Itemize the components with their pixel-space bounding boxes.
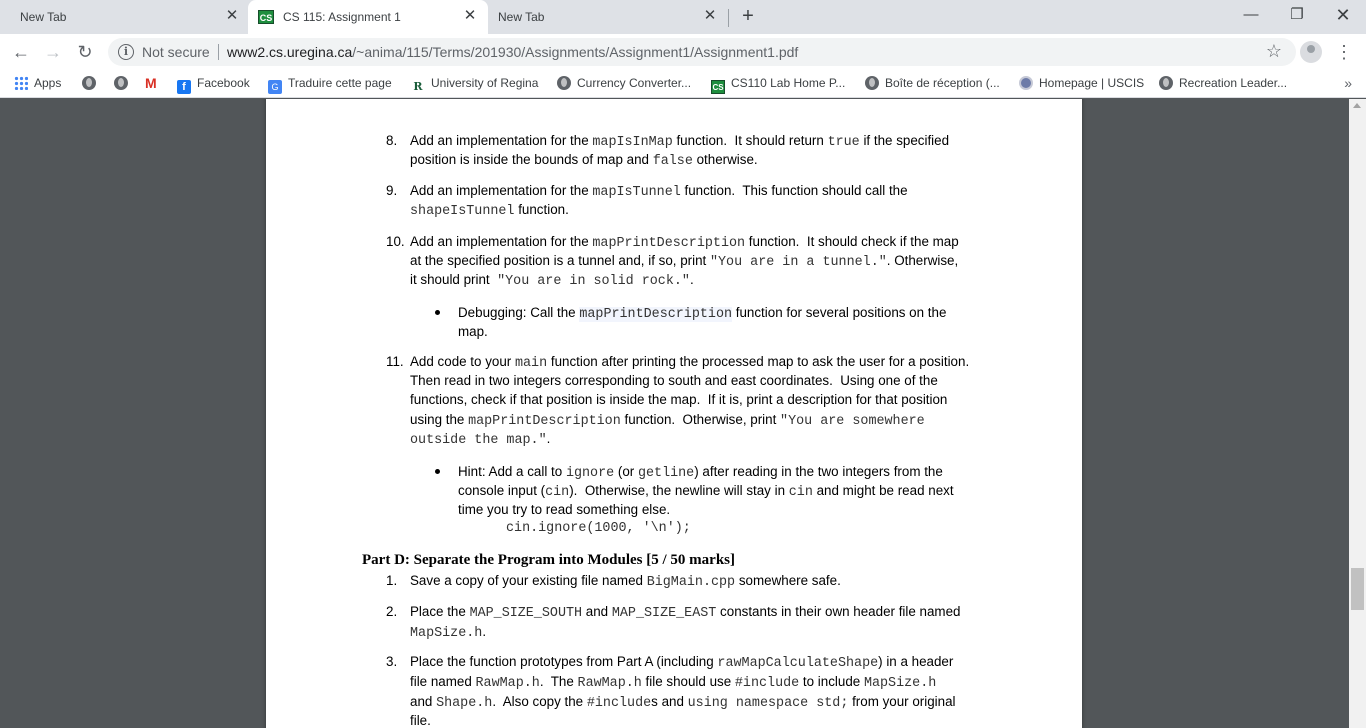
code-text: mapPrintDescription <box>592 236 746 251</box>
text: somewhere safe. <box>735 573 841 588</box>
code-text: MapSize.h <box>410 626 483 641</box>
code-text: "You are in a tunnel." <box>709 255 887 270</box>
tab-strip <box>0 0 1366 34</box>
code-text: MapSize.h <box>863 676 937 691</box>
code-text: getline <box>637 466 695 481</box>
bookmark-translate[interactable] <box>268 76 392 92</box>
bookmark-apps[interactable] <box>14 76 61 92</box>
list-number: 1. <box>386 573 398 588</box>
cs-favicon-icon: CS <box>258 10 274 24</box>
globe-icon <box>82 76 96 90</box>
text: file named <box>410 674 476 689</box>
list-number: 11. <box>386 354 404 369</box>
item11-line3: functions, check if that position is inside the map. If it is, print a description for that position <box>410 392 948 407</box>
kebab-menu-icon[interactable]: ⋮ <box>1335 42 1353 62</box>
text: Place the function prototypes from Part A (including <box>410 654 718 669</box>
item11-line5 <box>410 430 550 450</box>
list-number: 2. <box>386 604 398 619</box>
close-icon[interactable]: ✕ <box>463 7 477 24</box>
text: constants in their own header file named <box>716 604 961 619</box>
code-text: true <box>827 135 860 150</box>
browser-toolbar <box>0 34 1366 70</box>
code-text: cin <box>788 485 813 500</box>
text: Add an implementation for the <box>410 183 593 198</box>
bookmark-inbox[interactable] <box>865 76 1000 92</box>
text: Save a copy of your existing file named <box>410 573 647 588</box>
item11-bullet-line3: time you try to read something else. <box>458 502 671 517</box>
bookmark-gmail[interactable] <box>145 75 157 91</box>
code-text: using namespace std; <box>687 696 849 711</box>
text: . <box>482 624 487 639</box>
gmail-icon: M <box>145 75 157 91</box>
partD-item2-line2 <box>410 623 486 643</box>
close-icon[interactable]: ✕ <box>225 7 239 24</box>
code-text: "You are somewhere <box>780 414 925 429</box>
text: Add an implementation for the <box>410 133 593 148</box>
text: function for several positions on the <box>732 305 947 320</box>
text: and might be read next <box>812 483 954 498</box>
partD-item3-line2 <box>410 673 936 693</box>
text: function. It should return <box>672 133 828 148</box>
new-tab-plus-icon[interactable]: + <box>742 5 754 27</box>
omnibox-divider <box>218 44 219 60</box>
bookmark-recreation[interactable] <box>1159 76 1287 92</box>
text: s and <box>651 694 688 709</box>
code-text: mapIsTunnel <box>592 185 681 200</box>
scrollbar-thumb[interactable] <box>1351 568 1364 610</box>
code-text: BigMain.cpp <box>646 575 736 590</box>
reload-icon[interactable]: ↻ <box>77 42 93 62</box>
bookmarks-bar <box>0 70 1366 98</box>
uregina-icon: R <box>413 80 423 93</box>
vertical-scrollbar[interactable] <box>1349 99 1366 728</box>
text: . Also copy the <box>492 694 587 709</box>
bookmark-uregina[interactable] <box>411 76 538 92</box>
code-text: mapIsInMap <box>592 135 673 150</box>
bookmark-label: Facebook <box>197 76 250 90</box>
text: function after printing the processed map to ask the user for a position. <box>547 354 970 369</box>
text: Place the <box>410 604 470 619</box>
bullet-icon <box>435 469 440 474</box>
code-text: shapeIsTunnel <box>410 204 515 219</box>
url-text[interactable] <box>227 44 798 60</box>
code-text: main <box>514 356 548 371</box>
tab-new-tab-2[interactable] <box>488 0 728 34</box>
info-icon[interactable]: i <box>118 44 134 60</box>
text: at the specified position is a tunnel and, if so, print <box>410 253 710 268</box>
pdf-viewer <box>0 99 1366 728</box>
item10-line1 <box>410 233 959 253</box>
address-bar[interactable] <box>108 38 1296 66</box>
globe-icon <box>557 76 571 90</box>
partD-item3-line4: file. <box>410 713 431 728</box>
text: function. Otherwise, print <box>620 412 781 427</box>
bookmark-label: Traduire cette page <box>288 76 392 90</box>
item10-line2 <box>410 252 958 272</box>
partD-item1-line1 <box>410 572 841 592</box>
code-text: outside the map." <box>410 433 547 448</box>
text: Add an implementation for the <box>410 234 593 249</box>
list-number: 10. <box>386 234 405 249</box>
globe-icon <box>114 76 128 90</box>
text: to include <box>799 674 864 689</box>
url-host: www2.cs.uregina.ca <box>227 44 353 60</box>
bookmark-label: CS110 Lab Home P... <box>731 76 846 90</box>
code-text: "You are in solid rock." <box>497 274 690 289</box>
text: console input ( <box>458 483 546 498</box>
text: Add code to your <box>410 354 515 369</box>
item10-bullet-line2: map. <box>458 324 488 339</box>
text: and <box>410 694 437 709</box>
code-text: RawMap.h <box>475 676 540 691</box>
close-icon[interactable]: ✕ <box>703 7 717 24</box>
code-text: mapPrintDescription <box>468 414 621 429</box>
pdf-page <box>266 99 1082 728</box>
text: (or <box>614 464 638 479</box>
text: file should use <box>641 674 735 689</box>
bookmark-label: Recreation Leader... <box>1179 76 1288 90</box>
text: position is inside the bounds of map and <box>410 152 653 167</box>
item9-line2 <box>410 201 569 221</box>
text: ) in a header <box>878 654 954 669</box>
code-text: cin <box>545 485 570 500</box>
tab-separator <box>728 9 729 27</box>
text: Debugging: Call the <box>458 305 580 320</box>
url-path: /~anima/115/Terms/201930/Assignments/Assignment1/Assignment1.pdf <box>352 44 799 60</box>
item11-line1 <box>410 353 969 373</box>
text: function. This function should call the <box>680 183 908 198</box>
text: using the <box>410 412 469 427</box>
text: . Otherwise, <box>886 253 959 268</box>
text: and <box>582 604 612 619</box>
text: . <box>546 431 551 446</box>
code-text: mapPrintDescription <box>579 307 733 322</box>
apps-icon <box>14 76 28 90</box>
scroll-up-arrow-icon[interactable] <box>1353 103 1361 108</box>
text: function. It should check if the map <box>745 234 959 249</box>
list-number: 8. <box>386 133 398 148</box>
text: it should print <box>410 272 498 287</box>
text: from your original <box>848 694 956 709</box>
facebook-icon: f <box>177 80 191 94</box>
bookmark-globe-1[interactable] <box>82 76 102 92</box>
tab-title: CS 115: Assignment 1 <box>283 10 401 24</box>
bookmark-label: Apps <box>34 76 62 90</box>
globe-icon <box>1159 76 1173 90</box>
text: ) after reading in the two integers from the <box>694 464 943 479</box>
code-snippet: cin.ignore(1000, '\n'); <box>506 521 691 536</box>
partD-item3-line3 <box>410 693 956 713</box>
tab-title: New Tab <box>20 10 67 24</box>
bookmark-label: Homepage | USCIS <box>1039 76 1145 90</box>
forward-arrow-icon[interactable]: → <box>44 42 62 62</box>
bookmark-facebook[interactable] <box>177 76 250 92</box>
bookmark-star-icon[interactable]: ☆ <box>1265 41 1282 61</box>
item10-line3 <box>410 271 694 291</box>
section-heading: Part D: Separate the Program into Modules [5 / 50 marks] <box>362 552 735 568</box>
text: if the specified <box>859 133 950 148</box>
code-text: rawMapCalculateShape <box>717 656 879 671</box>
code-text: ignore <box>565 466 615 481</box>
item8-line1 <box>410 132 949 152</box>
translate-icon: G <box>268 80 282 94</box>
tab-title: New Tab <box>498 10 545 24</box>
item11-line4 <box>410 411 925 431</box>
bookmark-cs110[interactable] <box>711 76 845 92</box>
bookmark-label: Currency Converter... <box>577 76 692 90</box>
text: ). Otherwise, the newline will stay in <box>569 483 789 498</box>
security-status[interactable]: Not secure <box>142 44 210 60</box>
back-arrow-icon[interactable]: ← <box>12 42 30 62</box>
window-close-icon[interactable]: ✕ <box>1335 5 1351 25</box>
cs-icon: CS <box>711 80 725 94</box>
code-text: MAP_SIZE_SOUTH <box>469 606 583 621</box>
list-number: 3. <box>386 654 398 669</box>
item8-line2 <box>410 151 758 171</box>
code-text: false <box>652 154 693 169</box>
code-text: RawMap.h <box>577 676 642 691</box>
minimize-icon[interactable]: — <box>1243 6 1259 23</box>
text: function. <box>514 202 569 217</box>
list-number: 9. <box>386 183 398 198</box>
item11-line2: Then read in two integers corresponding to south and east coordinates. Using one of the <box>410 373 938 388</box>
bookmark-label: University of Regina <box>431 76 539 90</box>
tab-cs115-assignment[interactable] <box>248 0 488 34</box>
code-text: MAP_SIZE_EAST <box>611 606 717 621</box>
partD-item3-line1 <box>410 653 953 673</box>
bookmark-uscis[interactable] <box>1019 76 1144 92</box>
text: Hint: Add a call to <box>458 464 566 479</box>
code-text: #include <box>586 696 652 711</box>
text: . The <box>539 674 578 689</box>
profile-avatar-icon[interactable] <box>1300 41 1322 63</box>
uscis-seal-icon <box>1019 76 1033 90</box>
code-text: Shape.h <box>436 696 493 711</box>
item9-line1 <box>410 182 908 202</box>
partD-item2-line1 <box>410 603 960 623</box>
item11-bullet-line1 <box>458 463 943 483</box>
bookmark-globe-2[interactable] <box>114 76 134 92</box>
text: otherwise. <box>692 152 758 167</box>
item10-bullet-line1 <box>458 304 946 324</box>
globe-icon <box>865 76 879 90</box>
item11-bullet-line2 <box>458 482 954 502</box>
bullet-icon <box>435 310 440 315</box>
text: . <box>689 272 694 287</box>
restore-icon[interactable]: ❐ <box>1290 6 1304 23</box>
bookmark-label: Boîte de réception (... <box>885 76 1000 90</box>
code-text: #include <box>734 676 800 691</box>
chevron-double-right-icon[interactable]: » <box>1344 75 1352 91</box>
bookmark-currency[interactable] <box>557 76 691 92</box>
tab-new-tab-1[interactable] <box>0 0 248 34</box>
